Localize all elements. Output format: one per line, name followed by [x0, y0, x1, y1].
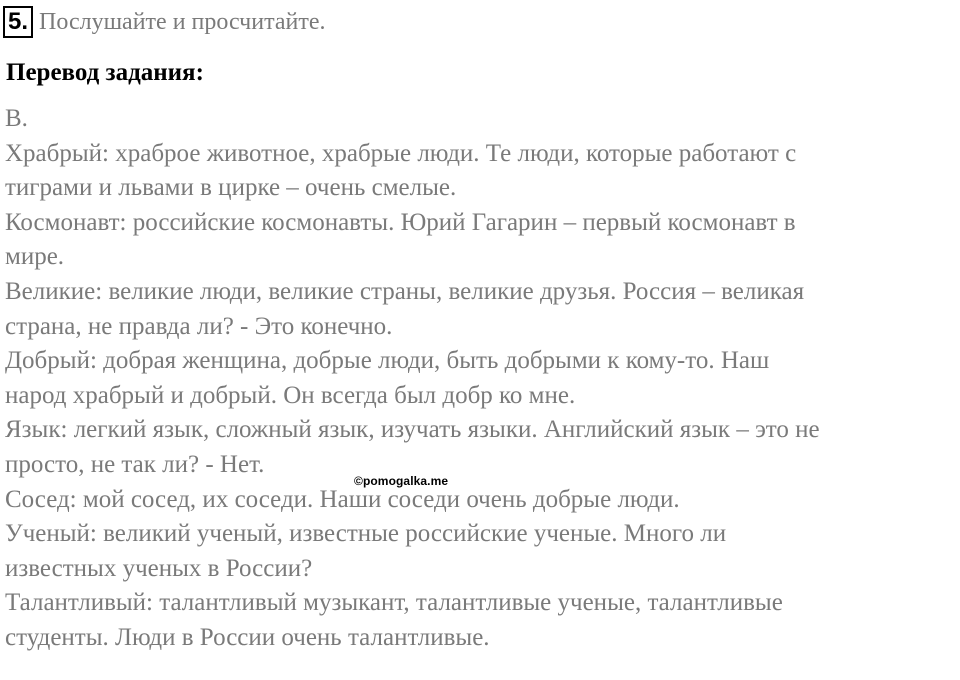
text-line: Храбрый: храброе животное, храбрые люди. Те люди, которые работают с	[5, 139, 797, 167]
text-line: известных ученых в России?	[5, 554, 313, 582]
text-line: Великие: великие люди, великие страны, великие друзья. Россия – великая	[5, 277, 805, 305]
translation-heading: Перевод задания:	[6, 59, 204, 86]
task-number-badge: 5.	[3, 6, 33, 38]
text-line: мире.	[5, 243, 65, 271]
watermark: ©pomogalka.me	[354, 474, 449, 488]
text-line: Язык: легкий язык, сложный язык, изучать языки. Английский язык – это не	[5, 416, 820, 444]
text-line: Ученый: великий ученый, известные российские ученые. Много ли	[5, 520, 727, 548]
text-line: Добрый: добрая женщина, добрые люди, быть добрыми к кому-то. Наш	[5, 347, 770, 375]
text-line: Космонавт: российские космонавты. Юрий Гагарин – первый космонавт в	[5, 208, 796, 236]
text-line: Талантливый: талантливый музыкант, талантливые ученые, талантливые	[5, 589, 783, 617]
translation-body	[5, 102, 955, 656]
text-line: Сосед: мой сосед, их соседи. Наши соседи очень добрые люди.	[5, 485, 680, 513]
text-line: тиграми и львами в цирке – очень смелые.	[5, 174, 457, 202]
text-line: народ храбрый и добрый. Он всегда был добр ко мне.	[5, 381, 576, 409]
text-line: просто, не так ли? - Нет.	[5, 450, 265, 478]
text-line: страна, не правда ли? - Это конечно.	[5, 312, 393, 340]
task-header	[3, 4, 325, 40]
text-line: студенты. Люди в России очень талантливые.	[5, 623, 490, 651]
section-letter: B.	[5, 105, 28, 132]
task-instruction: Послушайте и просчитайте.	[39, 9, 326, 35]
